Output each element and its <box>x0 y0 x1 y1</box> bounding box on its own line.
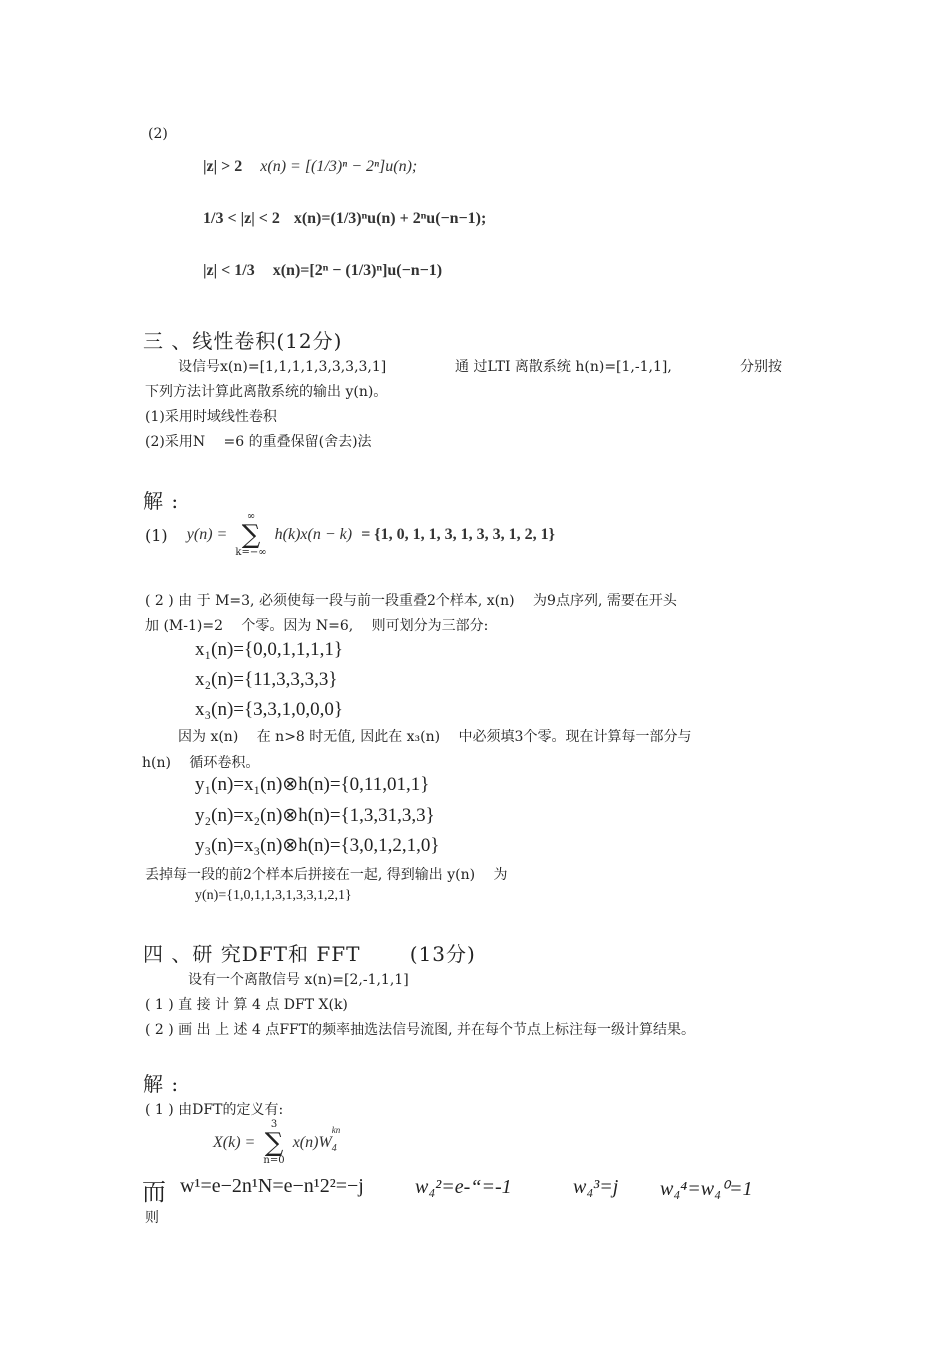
sum-symbol: ∞ ∑ k=−∞ <box>235 511 267 558</box>
s4-solution-label: 解 : <box>143 1072 180 1096</box>
sum-lower: k=−∞ <box>235 547 267 558</box>
seq-x1: x₁(n)={0,0,1,1,1,1} <box>195 639 343 660</box>
seq-x3: x₃(n)={3,3,1,0,0,0} <box>195 699 343 720</box>
eq-region-1 <box>203 158 417 176</box>
eq-region-2-cond: 1/3 < |z| < 2 <box>203 210 280 227</box>
dft-body-text: x(n)W <box>292 1134 332 1151</box>
seq-y3: y₃(n)=x₃(n)⊗h(n)={3,0,1,2,1,0} <box>195 835 440 856</box>
dft-body <box>292 1125 346 1155</box>
twiddle-w3: w₄³=j <box>573 1176 619 1198</box>
dft-sub: 4 <box>331 1143 337 1155</box>
s3-sol2-line2: 加 (M-1)=2 个零。因为 N=6, 则可划分为三部分: <box>145 618 489 634</box>
s4-item-2: ( 2 ) 画 出 上 述 4 点FFT的频率抽选法信号流图, 并在每个节点上标注每一级计算结果。 <box>145 1022 696 1038</box>
s4-sol1: ( 1 ) 由DFT的定义有: <box>145 1102 284 1118</box>
twiddle-w4: w₄⁴=w₄⁰=1 <box>660 1178 753 1200</box>
dft-sum-upper: 3 <box>270 1119 278 1130</box>
s3-sol1-equation <box>145 512 555 562</box>
section-3-title: 三 、线性卷积(12分) <box>143 329 343 353</box>
s3-sol1-body: h(k)x(n − k) <box>274 526 353 543</box>
part-label: (2) <box>148 126 168 142</box>
dft-sum-lower: n=0 <box>263 1155 285 1166</box>
dft-sum-symbol: 3 ∑ n=0 <box>263 1119 285 1166</box>
s3-problem-b: 通 过LTI 离散系统 h(n)=[1,-1,1], <box>455 359 672 375</box>
dft-sup: kn <box>331 1125 341 1136</box>
eq-region-2 <box>203 210 486 228</box>
s3-item-2: (2)采用N =6 的重叠保留(舍去)法 <box>145 434 372 450</box>
seq-y2: y₂(n)=x₂(n)⊗h(n)={1,3,31,3,3} <box>195 805 435 826</box>
seq-y1: y₁(n)=x₁(n)⊗h(n)={0,11,01,1} <box>195 774 430 795</box>
s4-then: 则 <box>145 1210 159 1226</box>
s3-sol1-result: = {1, 0, 1, 1, 3, 1, 3, 3, 1, 2, 1} <box>361 526 555 543</box>
section-4-title: 四 、研 究DFT和 FFT (13分) <box>143 942 476 966</box>
eq-region-1-expr: x(n) = [(1/3)ⁿ − 2ⁿ]u(n); <box>260 158 418 175</box>
s3-item-1: (1)采用时域线性卷积 <box>145 409 277 425</box>
eq-region-2-expr: x(n)=(1/3)ⁿu(n) + 2ⁿu(−n−1); <box>293 210 487 227</box>
s3-problem-a: 设信号x(n)=[1,1,1,1,3,3,3,3,1] <box>178 359 387 375</box>
s3-problem-line2: 下列方法计算此离散系统的输出 y(n)。 <box>145 384 388 400</box>
twiddle-w1: w¹=e−2n¹N=e−n¹2²=−j <box>180 1175 364 1197</box>
twiddle-prefix: 而 <box>142 1180 166 1206</box>
twiddle-w2: w₄²=e-“=-1 <box>415 1176 512 1198</box>
s4-item-1: ( 1 ) 直 接 计 算 4 点 DFT X(k) <box>145 997 348 1013</box>
seq-x2: x₂(n)={11,3,3,3,3} <box>195 669 338 690</box>
dft-equation <box>213 1120 346 1172</box>
s3-solution-label: 解 : <box>143 489 180 513</box>
eq-region-3-cond: |z| < 1/3 <box>203 262 255 279</box>
eq-region-1-cond: |z| > 2 <box>203 158 243 175</box>
s3-final-y: y(n)={1,0,1,1,3,1,3,3,1,2,1} <box>195 888 352 903</box>
s3-sol1-lhs: y(n) = <box>186 526 228 543</box>
sum-upper: ∞ <box>246 511 256 522</box>
s3-sol2-line1: ( 2 ) 由 于 M=3, 必须使每一段与前一段重叠2个样本, x(n) 为9点序列, 需要在开头 <box>145 593 677 609</box>
eq-region-3-expr: x(n)=[2ⁿ − (1/3)ⁿ]u(−n−1) <box>272 262 443 279</box>
dft-lhs: X(k) = <box>213 1134 256 1151</box>
s3-note-line2: h(n) 循环卷积。 <box>142 755 260 771</box>
s3-note-line1: 因为 x(n) 在 n>8 时无值, 因此在 x₃(n) 中必须填3个零。现在计算每一部分与 <box>178 729 692 745</box>
s3-sol1-label: (1) <box>145 525 168 545</box>
s4-problem: 设有一个离散信号 x(n)=[2,-1,1,1] <box>188 972 409 988</box>
s3-concat-text: 丢掉每一段的前2个样本后拼接在一起, 得到输出 y(n) 为 <box>145 867 508 883</box>
eq-region-3 <box>203 262 442 280</box>
s3-problem-c: 分别按 <box>740 359 782 375</box>
